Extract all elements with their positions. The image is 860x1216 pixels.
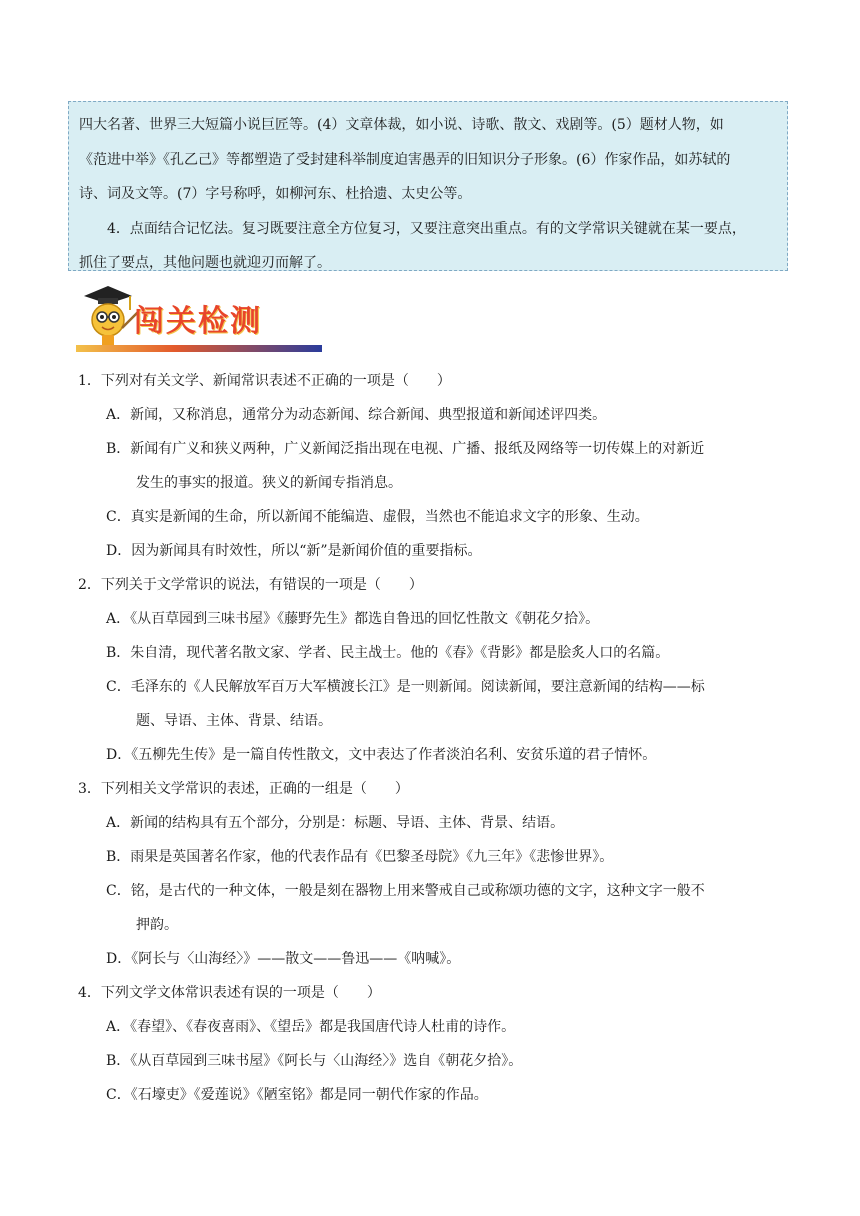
tip-line: 抓住了要点，其他问题也就迎刃而解了。: [79, 255, 331, 271]
banner-underline: [76, 345, 322, 352]
option-b: B．《从百草园到三味书屋》《阿长与〈山海经〉》选自《朝花夕拾》。: [106, 1053, 523, 1069]
section-banner: [76, 282, 322, 354]
question-list: [78, 364, 788, 1112]
option-c: C．真实是新闻的生命，所以新闻不能编造、虚假，当然也不能追求文字的形象、生动。: [106, 509, 649, 525]
option-b-continued: 发生的事实的报道。狭义的新闻专指消息。: [136, 475, 402, 491]
option-c: C．毛泽东的《人民解放军百万大军横渡长江》是一则新闻。阅读新闻，要注意新闻的结构——标: [106, 679, 705, 695]
option-c-continued: 押韵。: [136, 917, 178, 933]
option-d: D．《阿长与〈山海经〉》——散文——鲁迅——《呐喊》。: [106, 951, 461, 967]
option-d: D．因为新闻具有时效性，所以“新”是新闻价值的重要指标。: [106, 543, 482, 559]
question-stem: 1．下列对有关文学、新闻常识表述不正确的一项是（ ）: [78, 373, 451, 389]
tip-line: 《范进中举》《孔乙己》等都塑造了受封建科举制度迫害愚弄的旧知识分子形象。(6）作家作品，如苏轼的: [79, 151, 731, 168]
mascot-icon: [78, 282, 138, 348]
option-d: D．《五柳先生传》是一篇自传性散文，文中表达了作者淡泊名利、安贫乐道的君子情怀。: [106, 747, 657, 763]
tip-line: 诗、词及文等。(7）字号称呼，如柳河东、杜拾遗、太史公等。: [79, 186, 472, 202]
mortarboard-base: [98, 298, 118, 304]
tip-line: 4．点面结合记忆法。复习既要注意全方位复习，又要注意突出重点。有的文学常识关键就在某一要点，: [107, 220, 746, 237]
option-b: B．新闻有广义和狭义两种，广义新闻泛指出现在电视、广播、报纸及网络等一切传媒上的对新近: [106, 441, 705, 457]
question-stem: 2．下列关于文学常识的说法，有错误的一项是（ ）: [78, 577, 423, 593]
option-c: C．铭，是古代的一种文体，一般是刻在器物上用来警戒自己或称颂功德的文字，这种文字一般不: [106, 883, 705, 899]
tip-box: [68, 101, 788, 271]
banner-title: 闯关检测: [134, 304, 262, 339]
question-stem: 4．下列文学文体常识表述有误的一项是（ ）: [78, 985, 381, 1001]
tip-line: 四大名著、世界三大短篇小说巨匠等。(4）文章体裁，如小说、诗歌、散文、戏剧等。(5）题材人物，如: [79, 117, 724, 133]
option-b: B．朱自清，现代著名散文家、学者、民主战士。他的《春》《背影》都是脍炙人口的名篇。: [106, 645, 670, 661]
option-b: B．雨果是英国著名作家，他的代表作品有《巴黎圣母院》《九三年》《悲惨世界》。: [106, 849, 614, 865]
option-c: C．《石壕吏》《爱莲说》《陋室铭》都是同一朝代作家的作品。: [106, 1087, 488, 1103]
option-a: A．新闻的结构具有五个部分，分别是：标题、导语、主体、背景、结语。: [106, 815, 565, 831]
option-c-continued: 题、导语、主体、背景、结语。: [136, 713, 332, 729]
option-a: A．《从百草园到三味书屋》《藤野先生》都选自鲁迅的回忆性散文《朝花夕拾》。: [106, 611, 600, 627]
question-stem: 3．下列相关文学常识的表述，正确的一组是（ ）: [78, 781, 409, 797]
option-a: A．新闻，又称消息，通常分为动态新闻、综合新闻、典型报道和新闻述评四类。: [106, 407, 607, 423]
option-a: A．《春望》、《春夜喜雨》、《望岳》都是我国唐代诗人杜甫的诗作。: [106, 1019, 516, 1035]
mascot-face: [92, 304, 124, 336]
